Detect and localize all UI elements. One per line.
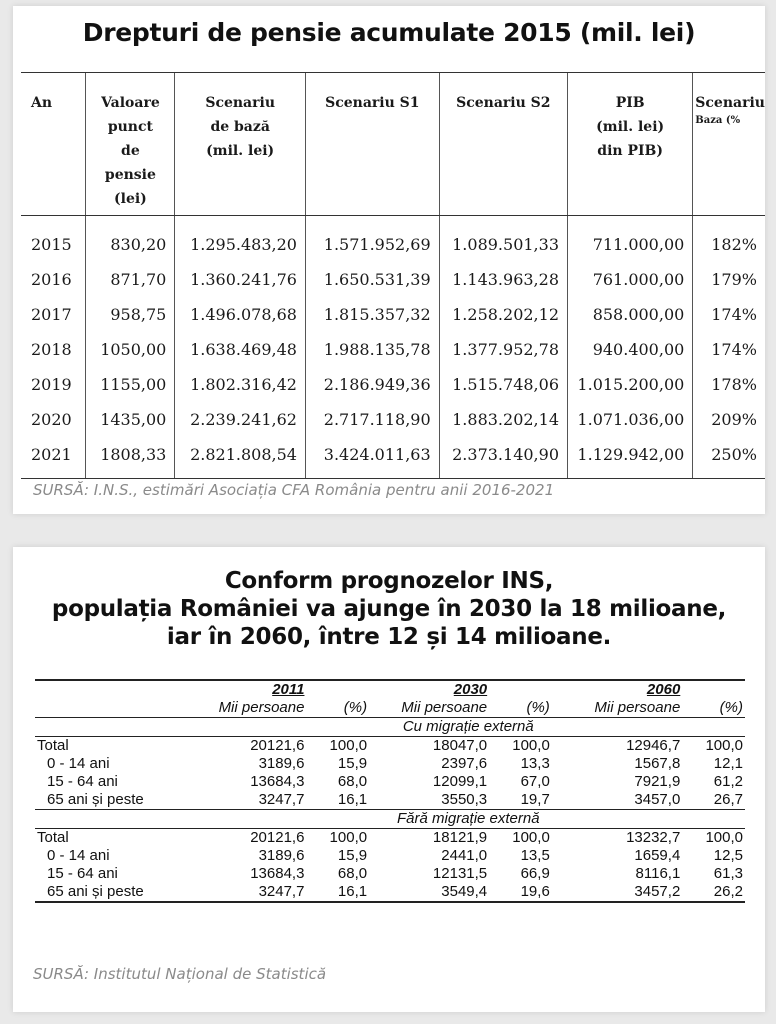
cell-v2011: 3189,6 <box>258 755 305 772</box>
header-s2: Scenariu S2 <box>439 73 567 216</box>
table-row <box>35 865 745 883</box>
cell-v2030: 18047,0 <box>369 737 489 756</box>
empty-cell <box>35 718 192 737</box>
cell-an: 2019 <box>31 375 72 394</box>
cell-baza: 1.360.241,76 <box>175 262 306 297</box>
cell-valoare: 1050,00 <box>86 332 175 367</box>
header-pib-line: din PIB) <box>597 143 663 159</box>
cell-v2030: 2397,6 <box>441 755 488 772</box>
cell-baza: 2.239.241,62 <box>175 402 306 437</box>
cell-p2060: 12,5 <box>713 847 743 864</box>
header-valoare-line: de <box>121 143 140 159</box>
cell-p2011: 15,9 <box>337 755 368 772</box>
cell-pib: 858.000,00 <box>568 297 693 332</box>
cell-pib: 1.015.200,00 <box>568 367 693 402</box>
cell-p2060: 61,3 <box>713 865 743 882</box>
pension-table-body <box>21 216 765 479</box>
empty-cell <box>35 810 192 829</box>
cell-an: 2021 <box>21 437 86 479</box>
cell-label: 15 - 64 ani <box>47 773 118 790</box>
cell-pct: 182% <box>693 216 765 263</box>
col-pct: (%) <box>526 699 550 716</box>
population-source: SURSĂ: Institutul Național de Statistică <box>33 965 327 983</box>
section-title: Cu migrație externă <box>192 718 745 737</box>
cell-v2030: 3550,3 <box>441 791 488 808</box>
header-valoare-line: (lei) <box>114 191 147 207</box>
cell-p2030: 67,0 <box>520 773 550 790</box>
empty-cell <box>682 680 745 699</box>
cell-p2030: 13,3 <box>520 755 550 772</box>
table-row <box>21 437 765 479</box>
cell-s1: 1.650.531,39 <box>305 262 439 297</box>
table-row <box>35 883 745 902</box>
pension-rights-card <box>13 6 765 514</box>
cell-v2011: 3247,7 <box>258 791 305 808</box>
cell-p2011: 15,9 <box>337 847 368 864</box>
population-card <box>13 547 765 1012</box>
cell-s2: 1.143.963,28 <box>439 262 567 297</box>
pension-table-header <box>21 73 765 216</box>
cell-pib: 1.071.036,00 <box>568 402 693 437</box>
cell-s2: 1.089.501,33 <box>439 216 567 263</box>
cell-v2060: 1659,4 <box>634 847 681 864</box>
cell-s2: 1.515.748,06 <box>439 367 567 402</box>
header-an: An <box>21 73 86 216</box>
section-header-row <box>35 718 745 737</box>
cell-s2: 2.373.140,90 <box>439 437 567 479</box>
cell-v2011: 13684,3 <box>250 865 305 882</box>
col-pct: (%) <box>719 699 743 716</box>
cell-an: 2016 <box>31 270 72 289</box>
table-row <box>21 332 765 367</box>
cell-label: 0 - 14 ani <box>47 847 110 864</box>
year-header-row <box>35 680 745 699</box>
table-row <box>21 367 765 402</box>
header-valoare-line: Valoare <box>101 95 160 111</box>
header-valoare <box>86 73 175 216</box>
population-table <box>35 679 745 903</box>
cell-p2060: 26,7 <box>713 791 743 808</box>
cell-s2: 1.377.952,78 <box>439 332 567 367</box>
cell-pct: 209% <box>693 402 765 437</box>
cell-p2011: 68,0 <box>337 773 368 790</box>
cell-p2011: 68,0 <box>337 865 368 882</box>
header-pct <box>693 73 765 216</box>
cell-an: 2017 <box>31 305 72 324</box>
cell-baza: 1.802.316,42 <box>175 367 306 402</box>
cell-v2011: 3189,6 <box>258 847 305 864</box>
cell-p2060: 12,1 <box>713 755 743 772</box>
header-s1: Scenariu S1 <box>305 73 439 216</box>
table-row <box>35 847 745 865</box>
cell-s1: 2.717.118,90 <box>305 402 439 437</box>
cell-v2030: 3549,4 <box>369 883 489 902</box>
cell-s2: 1.883.202,14 <box>439 402 567 437</box>
header-pct-line1: Scenariu <box>695 95 765 111</box>
cell-v2011: 3247,7 <box>192 883 307 902</box>
cell-v2060: 13232,7 <box>552 829 683 848</box>
cell-label: Total <box>35 829 192 848</box>
header-baza-line: Scenariu <box>205 95 275 111</box>
section-header-row <box>35 810 745 829</box>
cell-label: 65 ani și peste <box>47 791 144 808</box>
cell-an: 2020 <box>31 410 72 429</box>
col-mii: Mii persoane <box>401 699 488 716</box>
header-baza-line: (mil. lei) <box>206 143 275 159</box>
unit-header-row <box>35 699 745 718</box>
cell-v2011: 20121,6 <box>192 737 307 756</box>
table-row <box>21 262 765 297</box>
table-row <box>35 791 745 810</box>
cell-p2030: 19,7 <box>520 791 550 808</box>
cell-pct: 178% <box>693 367 765 402</box>
table-row <box>21 297 765 332</box>
cell-p2011: 100,0 <box>306 829 369 848</box>
table-row <box>35 755 745 773</box>
header-valoare-line: punct <box>107 119 153 135</box>
cell-pib: 711.000,00 <box>568 216 693 263</box>
cell-baza: 2.821.808,54 <box>175 437 306 479</box>
cell-pib: 761.000,00 <box>568 262 693 297</box>
table-row <box>35 829 745 848</box>
population-title-line: iar în 2060, între 12 și 14 milioane. <box>166 624 612 650</box>
cell-s1: 1.988.135,78 <box>305 332 439 367</box>
cell-v2060: 7921,9 <box>634 773 681 790</box>
pension-table <box>21 72 765 479</box>
table-row <box>35 773 745 791</box>
cell-valoare: 1435,00 <box>86 402 175 437</box>
cell-valoare: 958,75 <box>86 297 175 332</box>
cell-v2030: 2441,0 <box>441 847 488 864</box>
population-title-line: populația României va ajunge în 2030 la 18 milioane, <box>51 596 727 622</box>
cell-v2060: 8116,1 <box>635 865 681 882</box>
cell-p2030: 13,5 <box>520 847 550 864</box>
cell-label: 0 - 14 ani <box>47 755 110 772</box>
cell-v2060: 3457,2 <box>552 883 683 902</box>
table-row <box>35 737 745 756</box>
year-2011: 2011 <box>192 680 307 699</box>
cell-p2030: 66,9 <box>520 865 550 882</box>
cell-valoare: 830,20 <box>86 216 175 263</box>
cell-baza: 1.295.483,20 <box>175 216 306 263</box>
empty-cell <box>306 680 369 699</box>
empty-cell <box>35 699 192 718</box>
cell-s1: 3.424.011,63 <box>305 437 439 479</box>
cell-valoare: 1808,33 <box>86 437 175 479</box>
cell-v2060: 12946,7 <box>552 737 683 756</box>
header-pct-line2: Baza (% <box>695 115 741 126</box>
cell-pib: 1.129.942,00 <box>568 437 693 479</box>
col-mii: Mii persoane <box>218 699 305 716</box>
cell-pct: 174% <box>693 332 765 367</box>
cell-p2030: 19,6 <box>489 883 552 902</box>
pension-table-title: Drepturi de pensie acumulate 2015 (mil. lei) <box>82 18 696 47</box>
population-title-line: Conform prognozelor INS, <box>224 568 554 594</box>
cell-v2060: 1567,8 <box>634 755 681 772</box>
col-pct: (%) <box>343 699 368 716</box>
pension-source: SURSĂ: I.N.S., estimări Asociația CFA România pentru anii 2016-2021 <box>33 481 555 499</box>
cell-pct: 250% <box>693 437 765 479</box>
cell-v2011: 13684,3 <box>250 773 305 790</box>
year-2060: 2060 <box>552 680 683 699</box>
cell-baza: 1.496.078,68 <box>175 297 306 332</box>
cell-p2030: 100,0 <box>489 737 552 756</box>
cell-v2060: 3457,0 <box>634 791 681 808</box>
cell-label: 65 ani și peste <box>35 883 192 902</box>
cell-v2030: 12099,1 <box>432 773 488 790</box>
cell-valoare: 871,70 <box>86 262 175 297</box>
cell-pct: 174% <box>693 297 765 332</box>
cell-an: 2015 <box>31 234 72 254</box>
cell-p2030: 100,0 <box>489 829 552 848</box>
cell-s1: 1.815.357,32 <box>305 297 439 332</box>
year-2030: 2030 <box>369 680 489 699</box>
cell-label: 15 - 64 ani <box>47 865 118 882</box>
empty-cell <box>489 680 552 699</box>
cell-label: Total <box>35 737 192 756</box>
cell-p2011: 16,1 <box>337 791 368 808</box>
col-mii: Mii persoane <box>594 699 681 716</box>
empty-cell <box>35 680 192 699</box>
cell-p2060: 61,2 <box>713 773 743 790</box>
population-table-body <box>35 680 745 902</box>
header-pib <box>568 73 693 216</box>
header-valoare-line: pensie <box>104 167 156 183</box>
cell-pib: 940.400,00 <box>568 332 693 367</box>
cell-v2030: 18121,9 <box>369 829 489 848</box>
cell-v2011: 20121,6 <box>192 829 307 848</box>
header-pib-line: PIB <box>615 95 645 111</box>
cell-p2060: 100,0 <box>682 829 745 848</box>
cell-v2030: 12131,5 <box>432 865 488 882</box>
cell-baza: 1.638.469,48 <box>175 332 306 367</box>
table-row <box>21 402 765 437</box>
cell-an: 2018 <box>31 340 72 359</box>
cell-p2011: 100,0 <box>306 737 369 756</box>
section-title: Fără migrație externă <box>192 810 745 829</box>
cell-p2060: 100,0 <box>682 737 745 756</box>
population-title <box>13 567 765 651</box>
header-baza-line: de bază <box>210 119 270 135</box>
header-baza <box>175 73 306 216</box>
table-row <box>21 216 765 263</box>
header-pib-line: (mil. lei) <box>596 119 665 135</box>
cell-pct: 179% <box>693 262 765 297</box>
cell-s2: 1.258.202,12 <box>439 297 567 332</box>
cell-s1: 2.186.949,36 <box>305 367 439 402</box>
cell-valoare: 1155,00 <box>86 367 175 402</box>
cell-p2011: 16,1 <box>306 883 369 902</box>
cell-p2060: 26,2 <box>682 883 745 902</box>
cell-s1: 1.571.952,69 <box>305 216 439 263</box>
